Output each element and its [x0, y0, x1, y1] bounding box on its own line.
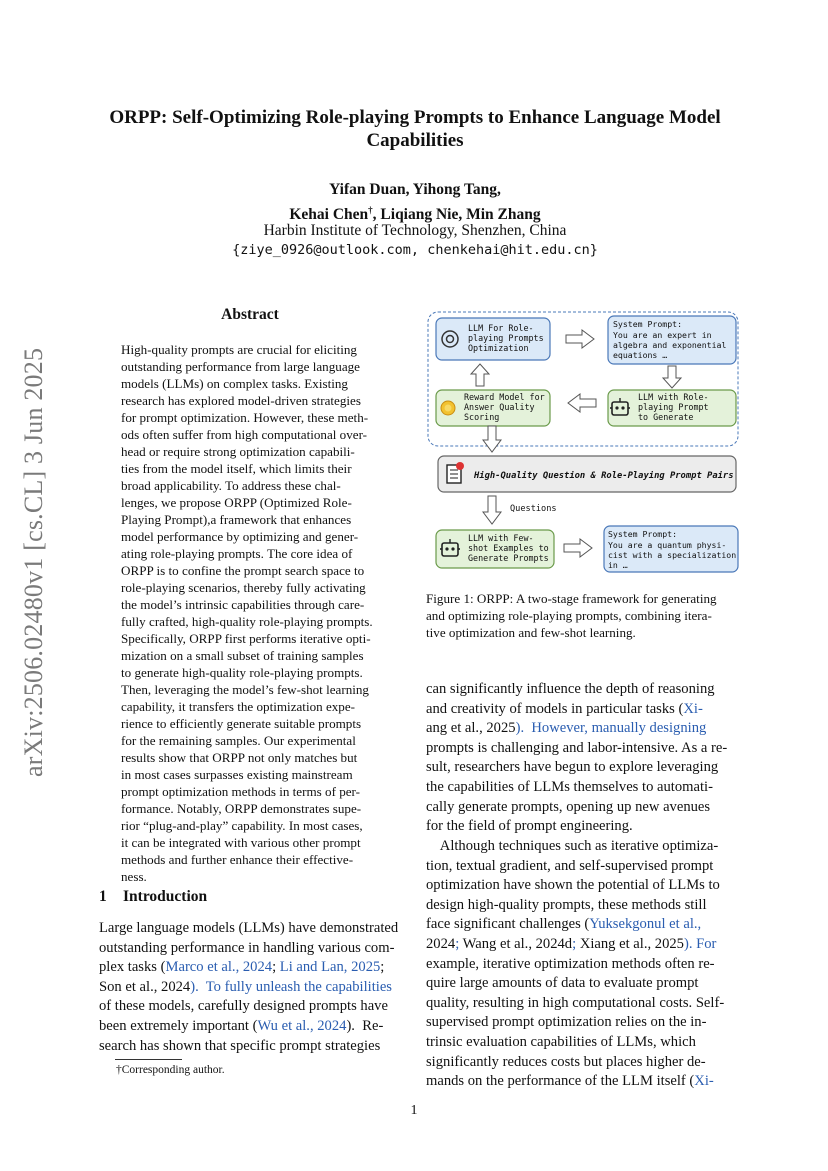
abstract-line: capability, it transfers the optimization expe-	[121, 699, 356, 714]
abstract-line: methods and further enhance their effective-	[121, 852, 354, 867]
abstract-line: ating role-playing prompts. The core idea of	[121, 546, 353, 561]
abstract-body	[121, 341, 380, 885]
text-span: face significant challenges (	[426, 916, 590, 933]
text-line	[99, 958, 403, 978]
text-span: trinsic evaluation capabilities of LLMs, which	[426, 1033, 696, 1050]
gen-line-3: to Generate	[638, 412, 694, 422]
arxiv-identifier: arXiv:2506.02480v1 [cs.CL] 3 Jun 2025	[19, 347, 48, 777]
citation-link[interactable]: Xi-	[683, 700, 703, 717]
box-system-prompt-1	[608, 316, 736, 364]
text-span: Wang et al., 2024d	[462, 935, 573, 952]
text-span: mands on the performance of the LLM itself (	[426, 1073, 695, 1090]
arrow-down-1	[663, 366, 681, 388]
sys2-line-1: System Prompt:	[608, 529, 678, 539]
abstract-line: ties from the model itself, which limits their	[121, 461, 352, 476]
arrow-left	[568, 394, 596, 412]
gen-line-1: LLM with Role-	[638, 392, 709, 402]
box-llm-line-3: Optimization	[468, 343, 529, 353]
text-span: of these models, carefully designed prompts have	[99, 998, 388, 1015]
intro-left-column	[99, 919, 403, 1056]
caption-line-3: tive optimization and few-shot learning.	[426, 625, 636, 640]
abstract-line: role-playing scenarios, thereby fully activating	[121, 580, 366, 595]
text-span: 2024	[426, 935, 456, 952]
abstract-line: rior “plug-and-play” capability. In most cases,	[121, 818, 363, 833]
text-span: sult, researchers have begun to explore leveraging	[426, 759, 719, 776]
arrow-down-3	[483, 496, 501, 524]
citation-link[interactable]: Xi-	[694, 1073, 714, 1090]
sys1-line-2: You are an expert in	[613, 330, 712, 340]
citation-link[interactable]: Yuksekgonul et al.,	[589, 916, 702, 933]
text-line	[426, 700, 732, 720]
text-line	[426, 876, 732, 896]
figure-1-caption	[426, 590, 732, 641]
emails: {ziye_0926@outlook.com, chenkehai@hit.edu.cn}	[232, 242, 598, 258]
text-line	[426, 994, 732, 1014]
corresponding-dagger: †	[368, 205, 373, 215]
affiliation: Harbin Institute of Technology, Shenzhen, China	[263, 222, 567, 239]
box-llm-line-1: LLM For Role-	[468, 323, 534, 333]
fewshot-line-1: LLM with Few-	[468, 533, 534, 543]
abstract-line: to generate high-quality role-playing prompts.	[121, 665, 363, 680]
abstract-line: for the remaining samples. Our experimental	[121, 733, 356, 748]
abstract-line: Playing Prompt),a framework that enhances	[121, 512, 352, 527]
citation-link[interactable]: ;	[572, 935, 580, 952]
abstract-line: fully crafted, high-quality role-playing prompts.	[121, 614, 373, 629]
citation-link[interactable]: ). To fully unleash the capabilities	[190, 978, 392, 995]
text-line	[426, 857, 732, 877]
text-span: Xiang et al., 2025	[579, 935, 684, 952]
text-line	[426, 680, 732, 700]
section-title: Introduction	[123, 888, 208, 905]
text-line	[99, 1037, 403, 1057]
text-span: Son et al., 2024	[99, 978, 191, 995]
abstract-line: ness.	[121, 869, 147, 884]
authors-rest: , Liqiang Nie, Min Zhang	[372, 206, 541, 224]
text-span: design high-quality prompts, these methods still	[426, 896, 707, 913]
document-icon	[447, 462, 464, 483]
box-reward-model	[436, 390, 550, 426]
abstract-line: ods often suffer from high computational over-	[121, 427, 368, 442]
abstract-line: mization on a small subset of training samples	[121, 648, 364, 663]
abstract-line: outstanding performance from large language	[121, 359, 360, 374]
text-line	[426, 935, 732, 955]
abstract-line: models (LLMs) on complex tasks. Existing	[121, 376, 348, 391]
text-span: been extremely important (	[99, 1017, 258, 1034]
abstract-heading: Abstract	[221, 306, 279, 323]
box-system-prompt-2	[604, 526, 738, 572]
sys2-line-4: in …	[608, 560, 628, 570]
text-span: outstanding performance in handling various com-	[99, 939, 395, 956]
citation-link[interactable]: ;	[455, 935, 463, 952]
text-span: supervised prompt optimization relies on the in-	[426, 1014, 707, 1031]
caption-line-1: Figure 1: ORPP: A two-stage framework for generating	[426, 591, 717, 606]
reward-line-3: Scoring	[464, 412, 500, 422]
text-span: example, iterative optimization methods often re-	[426, 955, 715, 972]
abstract-line: it can be integrated with various other prompt	[121, 835, 361, 850]
box-llm-fewshot	[436, 530, 554, 568]
paper-title	[90, 106, 740, 152]
text-span: prompts is challenging and labor-intensive. As a re-	[426, 739, 728, 756]
text-line	[426, 915, 732, 935]
box-llm-generate	[608, 390, 736, 426]
text-span: significantly reduces costs but places higher de-	[426, 1053, 706, 1070]
arrow-right-1	[566, 330, 594, 348]
abstract-line: Specifically, ORPP first performs iterative opti-	[121, 631, 371, 646]
abstract-line: broad applicability. To address these chal-	[121, 478, 341, 493]
box-llm-line-2: playing Prompts	[468, 333, 544, 343]
text-line	[426, 896, 732, 916]
text-line	[426, 1033, 732, 1053]
abstract-line: model performance by optimizing and gener-	[121, 529, 359, 544]
sys1-line-1: System Prompt:	[613, 319, 683, 329]
text-span: tion, textual gradient, and self-supervised prompt	[426, 857, 714, 874]
text-span: optimization have shown the potential of LLMs to	[426, 877, 720, 894]
abstract-line: lenges, we propose ORPP (Optimized Role-	[121, 495, 352, 510]
author-kehai-chen: Kehai Chen	[289, 206, 369, 224]
text-line	[99, 997, 403, 1017]
gen-line-2: playing Prompt	[638, 402, 709, 412]
abstract-line: ORPP is to confine the prompt search space to	[121, 563, 365, 578]
sys1-line-4: equations …	[613, 350, 668, 360]
text-span: ;	[272, 959, 280, 976]
abstract-line: High-quality prompts are crucial for eliciting	[121, 342, 357, 357]
text-line	[426, 1072, 732, 1092]
abstract-line: prompt optimization methods in terms of per-	[121, 784, 361, 799]
arrow-right-2	[564, 539, 592, 557]
citation-link[interactable]: ). For	[683, 935, 717, 952]
page-number: 1	[410, 1103, 418, 1118]
text-span: quire large amounts of data to evaluate prompt	[426, 975, 699, 992]
text-span: quality, resulting in high computational costs. Self-	[426, 994, 725, 1011]
abstract-line: Then, leveraging the model’s few-shot learning	[121, 682, 369, 697]
text-line	[426, 837, 732, 857]
reward-line-1: Reward Model for	[464, 392, 545, 402]
sys1-line-3: algebra and exponential	[613, 340, 727, 350]
text-line	[426, 955, 732, 975]
text-line	[426, 1053, 732, 1073]
medal-icon	[441, 401, 455, 415]
text-span: Large language models (LLMs) have demonstrated	[99, 920, 399, 936]
arrow-up	[471, 364, 489, 386]
box-llm-optimization	[436, 318, 550, 360]
arrow-down-2	[483, 426, 501, 452]
text-line	[426, 1013, 732, 1033]
text-span: the capabilities of LLMs themselves to automati-	[426, 778, 713, 795]
footnote: †Corresponding author.	[116, 1064, 225, 1076]
sys2-line-3: cist with a specialization	[608, 550, 737, 560]
abstract-line: the model’s intrinsic capabilities through care-	[121, 597, 365, 612]
abstract-line: for prompt optimization. However, these meth-	[121, 410, 369, 425]
banner-text: High-Quality Question & Role-Playing Prompt Pairs	[474, 471, 734, 481]
fewshot-line-3: Generate Prompts	[468, 553, 549, 563]
text-line	[426, 758, 732, 778]
footnote-rule	[115, 1059, 182, 1060]
citation-link[interactable]: ). However, manually designing	[515, 720, 707, 737]
citation-link[interactable]: Wu et al., 2024	[257, 1017, 347, 1034]
text-line	[426, 817, 732, 837]
section-number: 1	[99, 888, 107, 905]
abstract-line: research has explored model-driven strategies	[121, 393, 361, 408]
banner-pairs	[438, 456, 736, 492]
citation-link[interactable]: Marco et al., 2024	[165, 959, 273, 976]
questions-label: Questions	[510, 504, 557, 514]
text-span: can significantly influence the depth of reasoning	[426, 681, 715, 697]
text-line	[426, 719, 732, 739]
intro-right-column	[426, 680, 732, 837]
intro-right-column-para2	[426, 837, 732, 1092]
citation-link[interactable]: Li and Lan, 2025	[279, 959, 381, 976]
text-span: Although techniques such as iterative optimiza-	[426, 838, 719, 854]
text-span: ;	[380, 959, 385, 976]
text-span: and creativity of models in particular tasks (	[426, 700, 684, 717]
abstract-line: rience to efficiently generate suitable prompts	[121, 716, 362, 731]
authors-line-1: Yifan Duan, Yihong Tang,	[329, 181, 501, 198]
text-span: ). Re-	[346, 1017, 384, 1034]
text-span: for the field of prompt engineering.	[426, 818, 633, 835]
text-line	[426, 798, 732, 818]
text-line	[426, 739, 732, 759]
abstract-line: results show that ORPP not only matches but	[121, 750, 358, 765]
text-line	[99, 978, 403, 998]
abstract-line: in most cases surpasses existing mainstream	[121, 767, 353, 782]
text-span: cally generate prompts, opening up new avenues	[426, 798, 711, 815]
text-span: search has shown that specific prompt strategies	[99, 1037, 381, 1054]
sys2-line-2: You are a quantum physi-	[608, 540, 727, 550]
abstract-line: head or require strong optimization capabili-	[121, 444, 355, 459]
section-heading-introduction	[99, 888, 207, 906]
text-span: plex tasks (	[99, 959, 166, 976]
text-line	[426, 974, 732, 994]
title-line-2: Capabilities	[366, 130, 464, 151]
title-line-1: ORPP: Self-Optimizing Role-playing Prompts to Enhance Language Model	[109, 107, 721, 128]
text-span: ang et al., 2025	[426, 720, 516, 737]
text-line	[99, 1017, 403, 1037]
text-line	[99, 919, 403, 939]
reward-line-2: Answer Quality	[464, 402, 535, 412]
fewshot-line-2: shot Examples to	[468, 543, 549, 553]
figure-1-diagram	[424, 308, 744, 576]
text-line	[99, 939, 403, 959]
caption-line-2: and optimizing role-playing prompts, combining itera-	[426, 608, 712, 623]
text-line	[426, 778, 732, 798]
abstract-line: formance. Notably, ORPP demonstrates supe-	[121, 801, 362, 816]
